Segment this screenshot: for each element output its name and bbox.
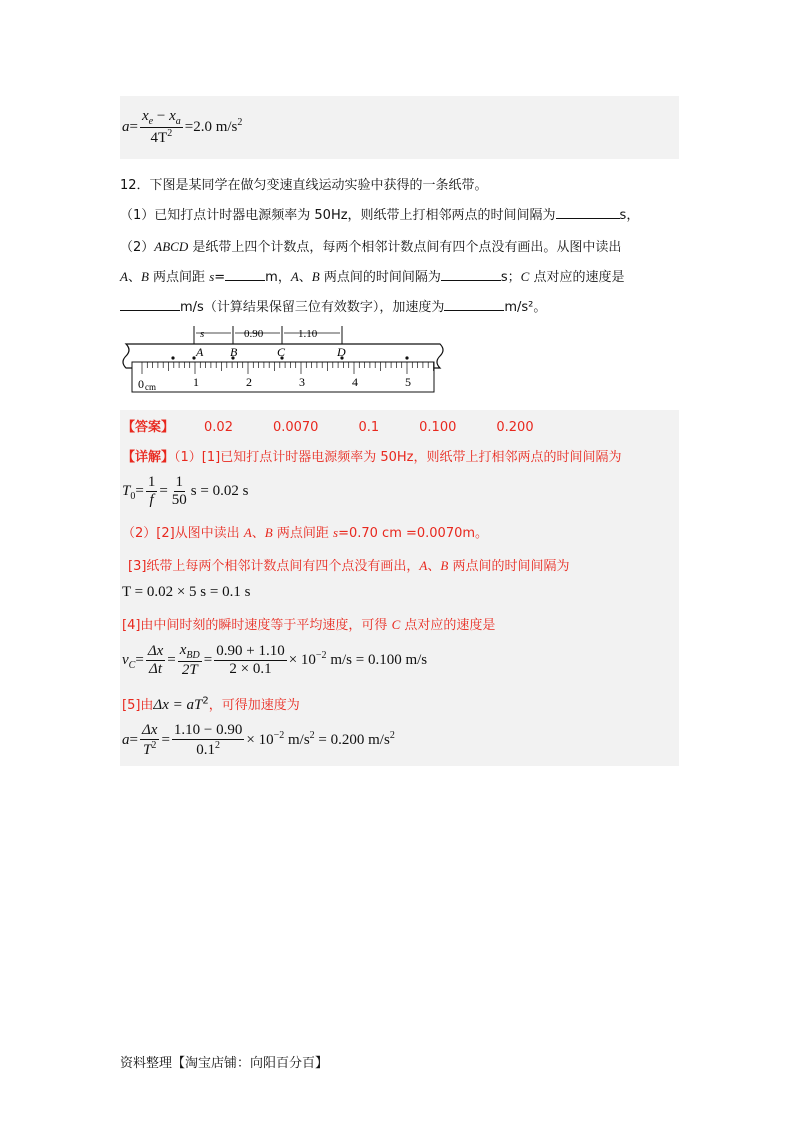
ruler-unit-label: cm (145, 382, 156, 392)
velocity-formula: $v_C=$ $\frac{\Delta x}{\Delta t}$ = $\frac{x_{BD}}{2T}$ = $\frac{0.90 + 1.10}{2 \times 0.1}$ × $10^{-2}$ m/s = 0.100 m/s (122, 642, 428, 678)
point-d-label: D (337, 345, 346, 359)
ruler-zero-label: 0 (138, 377, 144, 391)
period-formula: $T_0=$ $\frac{1}{f}$ = $\frac{1}{50}$ s = 0.02 s (122, 474, 249, 508)
answer-row: 【答案】 0.02 0.0070 0.1 0.100 0.200 (122, 420, 534, 435)
point-b-label: B (230, 345, 238, 359)
point-a-label: A (196, 345, 204, 359)
question-part-2-line2: A、B 两点间距 s= m，A、B 两点间的时间间隔为 s；C 点对应的速度是 (120, 269, 625, 285)
acceleration-formula-prev: a= $\frac{x_e - x_a}{4T^2}$ =2.0 $m/s^2$ (122, 108, 243, 146)
answer-value-3: 0.1 (358, 420, 380, 435)
ruler-tick-1: 1 (193, 375, 199, 389)
detail-step-3: [3]纸带上每两个相邻计数点间有四个点没有画出，A、B 两点间的时间间隔为 (128, 558, 570, 574)
detail-step-1: 【详解】（1）[1]已知打点计时器电源频率为 50Hz，则纸带上打相邻两点的时间间隔为 (122, 450, 622, 465)
answer-value-4: 0.100 (419, 420, 457, 435)
question-title: 12．下图是某同学在做匀变速直线运动实验中获得的一条纸带。 (120, 178, 488, 193)
answer-value-5: 0.200 (496, 420, 534, 435)
tape-ruler-figure (118, 322, 448, 394)
ruler-tick-4: 4 (352, 375, 358, 389)
ruler-tick-2: 2 (246, 375, 252, 389)
answer-value-1: 0.02 (204, 420, 233, 435)
interval-formula: T = 0.02 × 5 s = 0.1 s (122, 584, 251, 600)
footer-source: 资料整理【淘宝店铺：向阳百分百】 (120, 1056, 329, 1071)
dimension-090-label: 0.90 (244, 328, 264, 340)
question-part-1: （1）已知打点计时器电源频率为 50Hz，则纸带上打相邻两点的时间间隔为 s， (120, 208, 640, 223)
question-part-2-line3: m/s（计算结果保留三位有效数字），加速度为 m/s²。 (120, 296, 546, 315)
detail-step-4: [4]由中间时刻的瞬时速度等于平均速度，可得 C 点对应的速度是 (122, 617, 496, 633)
detail-step-2: （2）[2]从图中读出 A、B 两点间距 s=0.70 cm =0.0070m。 (122, 525, 489, 541)
dimension-110-label: 1.10 (298, 328, 318, 340)
acceleration-formula: a= $\frac{\Delta x}{T^2}$ = $\frac{1.10 - 0.90}{0.1^2}$ × $10^{-2}$ $m/s^2 = 0.200$ $m/s^2$ (122, 722, 395, 758)
ruler-tick-5: 5 (405, 375, 411, 389)
question-part-2: （2）ABCD 是纸带上四个计数点，每两个相邻计数点间有四个点没有画出。从图中读出 (120, 239, 622, 255)
detail-step-5: [5]由$\Delta x = aT^2$，可得加速度为 (122, 695, 300, 713)
point-c-label: C (277, 345, 286, 359)
ruler-tick-3: 3 (299, 375, 305, 389)
answer-value-2: 0.0070 (272, 420, 319, 435)
dimension-s-label: s (200, 328, 205, 340)
